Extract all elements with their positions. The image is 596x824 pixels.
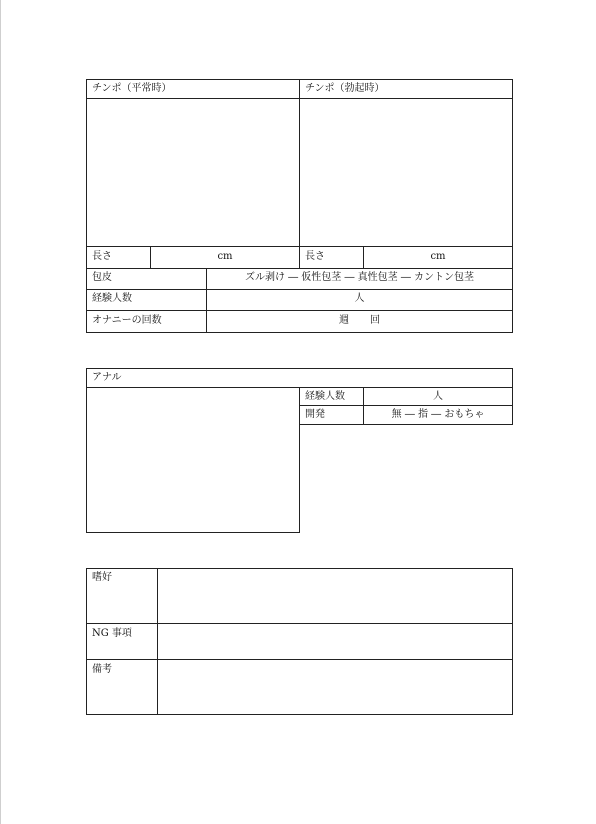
erect-header: チンポ（勃起時） bbox=[305, 83, 385, 94]
notes-label: 備考 bbox=[92, 664, 112, 675]
anal-experience-unit[interactable]: 人 bbox=[433, 391, 443, 402]
flaccid-length-label: 長さ bbox=[92, 251, 112, 262]
masturbation-label: オナニーの回数 bbox=[92, 315, 162, 326]
page-edge bbox=[0, 0, 1, 824]
anal-header: アナル bbox=[92, 372, 122, 383]
anal-header-row bbox=[86, 368, 513, 388]
flaccid-header: チンポ（平常時） bbox=[92, 83, 172, 94]
anal-info-divider-h bbox=[299, 405, 513, 406]
ng-label: NG 事項 bbox=[92, 628, 132, 639]
experience-unit[interactable]: 人 bbox=[354, 293, 365, 304]
foreskin-options[interactable]: ズル剥け ― 仮性包茎 ― 真性包茎 ― カントン包茎 bbox=[244, 272, 475, 283]
development-options[interactable]: 無 ― 指 ― おもちゃ bbox=[391, 409, 485, 420]
erect-length-label: 長さ bbox=[305, 251, 325, 262]
notes-field[interactable] bbox=[158, 660, 512, 714]
anal-drawing-area[interactable] bbox=[86, 387, 300, 533]
divider-experience-bottom bbox=[86, 310, 513, 311]
development-label: 開発 bbox=[305, 409, 325, 420]
foreskin-label: 包皮 bbox=[92, 272, 112, 283]
ng-field[interactable] bbox=[158, 624, 512, 659]
anal-experience-label: 経験人数 bbox=[305, 391, 345, 402]
divider-foreskin-bottom bbox=[86, 289, 513, 290]
divider-length-bottom bbox=[86, 268, 513, 269]
flaccid-length-unit[interactable]: cm bbox=[217, 251, 233, 262]
preference-field[interactable] bbox=[158, 569, 512, 623]
masturbation-week[interactable]: 週 bbox=[339, 315, 349, 326]
erect-length-unit[interactable]: cm bbox=[430, 251, 446, 262]
masturbation-times[interactable]: 回 bbox=[370, 315, 380, 326]
erect-drawing-area[interactable] bbox=[300, 99, 512, 246]
experience-label: 経験人数 bbox=[92, 293, 132, 304]
preference-label: 嗜好 bbox=[92, 572, 112, 583]
flaccid-drawing-area[interactable] bbox=[87, 99, 299, 246]
